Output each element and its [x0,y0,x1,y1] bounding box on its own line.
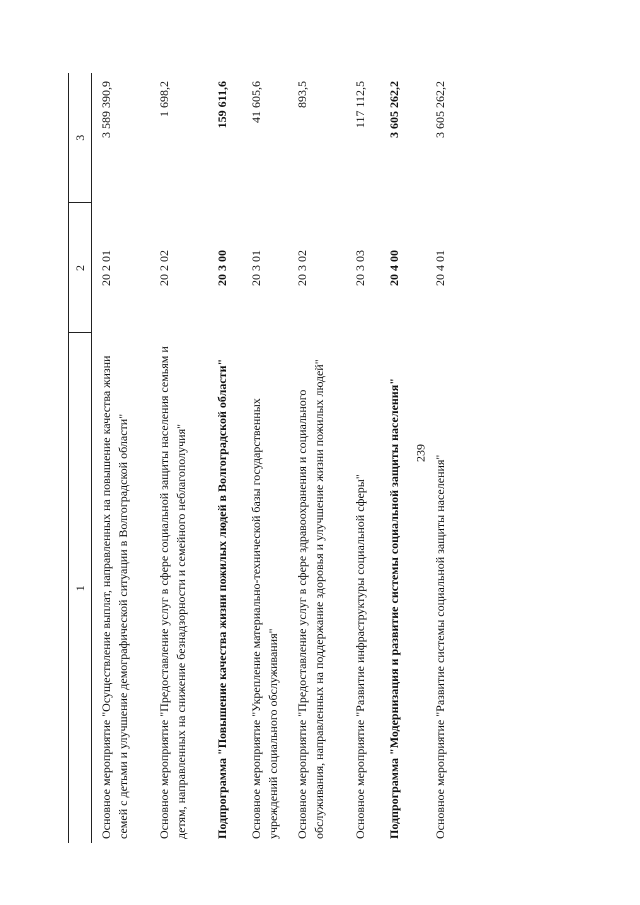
column-header-2: 2 [69,203,92,333]
row-code-cell: 20 3 00 [214,250,229,286]
row-name-cell: Подпрограмма "Повышение качества жизни пожилых людей в Волгоградской области" [214,358,229,839]
row-amount-cell: 1 698,2 [156,81,171,117]
rotated-table-container [68,73,528,843]
table-row [426,73,460,843]
row-code-cell: 20 2 02 [156,250,171,286]
budget-table [68,73,460,843]
table-row [288,73,346,843]
table-body [92,73,460,843]
table-row [92,73,150,843]
row-amount-cell: 3 589 390,9 [99,81,113,138]
row-name-cell: Основное мероприятие "Осуществление выплат, направленных на повышение качества жизни семей с детьми и улучшение демографической ситуации в Волгоградской области" [99,355,130,839]
row-amount-cell: 159 611,6 [214,81,229,129]
header-row [69,73,92,843]
column-header-1: 1 [69,333,92,843]
table-row [346,73,380,843]
row-amount-cell: 41 605,6 [248,81,263,123]
column-header-3: 3 [69,73,92,203]
row-code-cell: 20 4 01 [432,250,447,286]
row-code-cell: 20 3 02 [294,250,309,286]
page-number: 239 [413,444,428,462]
table-row [242,73,288,843]
table-row [150,73,208,843]
row-code-cell: 20 3 03 [352,250,367,286]
table-row [380,73,426,843]
row-name-cell: Основное мероприятие "Укрепление материально-технической базы государственных учреждений социального обслуживания" [248,398,280,839]
row-amount-cell: 117 112,5 [352,81,367,129]
row-name-cell: Основное мероприятие "Предоставление услуг в сфере здравоохранения и социального обслуживания, направленных на поддержание здоровья и улучшение жизни пожилых людей" [294,359,326,839]
row-code-cell: 20 2 01 [99,250,113,286]
row-name-cell: Основное мероприятие "Предоставление услуг в сфере социальной защиты населения семьям и детям, направленных на снижение безнадзорности и семейного неблагополучия" [156,346,188,839]
row-amount-cell: 3 605 262,2 [386,81,401,138]
row-name-cell: Подпрограмма "Модернизация и развитие системы социальной защиты населения" [386,378,401,839]
row-name-cell: Основное мероприятие "Развитие системы социальной защиты населения" [432,454,447,839]
row-name-cell: Основное мероприятие "Развитие инфраструктуры социальной сферы" [352,474,367,839]
row-amount-cell: 893,5 [294,81,309,108]
table-row [208,73,242,843]
row-amount-cell: 3 605 262,2 [432,81,447,138]
row-code-cell: 20 4 00 [386,250,401,286]
row-code-cell: 20 3 01 [248,250,263,286]
